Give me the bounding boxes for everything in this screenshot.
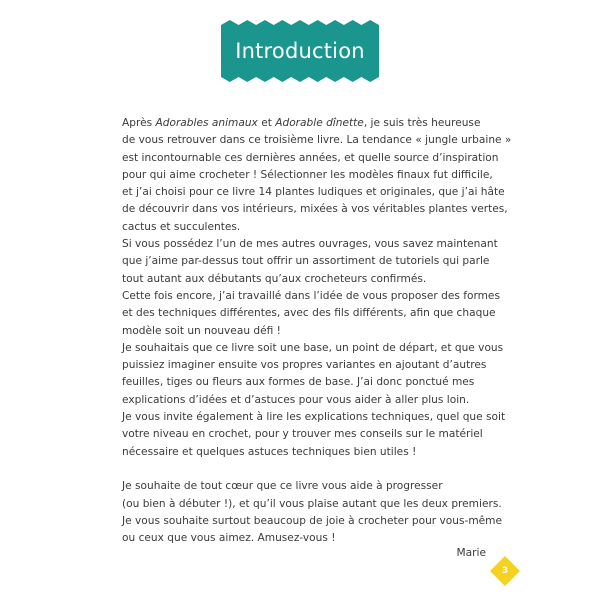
text-segment: votre niveau en crochet, pour y trouver mes conseils sur le matériel [122,428,483,441]
paragraph [122,340,504,409]
text-line [122,374,482,391]
text-line [122,219,482,236]
text-segment: et j’ai choisi pour ce livre 14 plantes ludiques et originales, que j’ai hâte [122,186,505,199]
text-segment: ou ceux que vous aimez. Amusez-vous ! [122,532,336,545]
paragraph [122,478,503,547]
text-line [122,253,490,270]
text-segment: , je suis très heureuse [363,117,481,129]
text-segment: Je souhaitais que ce livre soit une base, un point de départ, et que vous [122,341,504,354]
text-segment: Cette fois encore, j’ai travaillé dans l’idée de vous proposer des formes [122,289,500,302]
text-line [122,236,498,253]
text-segment: (ou bien à débuter !), et qu’il vous plaise autant que les deux premiers. [122,497,502,510]
text-segment: de vous retrouver dans ce troisième livre. La tendance « jungle urbaine » [122,134,512,147]
text-line [122,496,502,513]
text-line [122,357,487,374]
text-line [122,132,512,149]
text-line [122,340,504,357]
text-segment: tout autant aux débutants qu’aux crocheteurs confirmés. [122,272,427,285]
text-line [122,201,508,218]
text-segment: cactus et succulentes. [122,220,241,233]
text-segment: Après [122,117,156,129]
text-line [122,513,503,530]
page-number-badge [490,556,520,586]
paragraph [122,288,500,340]
text-segment: puissiez imaginer ensuite vos propres variantes en ajoutant d’autres [122,359,487,372]
text-segment: pour qui aime crocheter ! Sélectionner les modèles finaux fut difficile, [122,168,493,181]
title-banner [221,20,379,82]
page-title: Introduction [235,39,365,63]
page-number: 3 [501,566,509,576]
paragraph [122,236,498,288]
text-line [122,426,482,443]
text-segment: que j’aime par-dessus tout offrir un assortiment de tutoriels qui parle [122,255,490,268]
book-title: Adorable dînette [275,117,364,129]
text-segment: et des techniques différentes, avec des fils différents, afin que chaque [122,307,496,320]
text-segment: Je vous souhaite surtout beaucoup de joie à crocheter pour vous-même [122,514,503,527]
text-segment: modèle soit un nouveau défi ! [122,324,281,337]
book-title: Adorables animaux [155,117,258,129]
blank-line [122,461,482,478]
text-segment: est incontournable ces dernières années, et quelle source d’inspiration [122,151,499,164]
text-segment: Je vous invite également à lire les explications techniques, quel que soit [122,411,506,424]
text-line [122,530,482,547]
text-segment: Si vous possédez l’un de mes autres ouvrages, vous savez maintenant [122,238,498,251]
paragraph [122,409,506,461]
text-line [122,392,482,409]
text-segment: explications d’idées et d’astuces pour vous aider à aller plus loin. [122,393,470,406]
text-line [122,444,482,461]
text-line [122,271,482,288]
text-segment: Je souhaite de tout cœur que ce livre vous aide à progresser [122,480,443,493]
paragraph [122,115,512,236]
text-line [122,323,482,340]
text-line [122,288,500,305]
text-segment: de découvrir dans vos intérieurs, mixées à vos véritables plantes vertes, [122,203,508,216]
text-line [122,409,506,426]
text-line [122,115,482,132]
author-signature: Marie [456,547,486,559]
text-line [122,305,496,322]
text-line [122,478,482,495]
text-segment: nécessaire et quelques astuces techniques bien utiles ! [122,445,417,458]
text-line [122,150,499,167]
text-line [122,184,505,201]
text-line [122,167,493,184]
introduction-text [122,115,512,547]
text-segment: et [257,117,276,129]
text-segment: feuilles, tiges ou fleurs aux formes de base. J’ai donc ponctué mes [122,376,475,389]
